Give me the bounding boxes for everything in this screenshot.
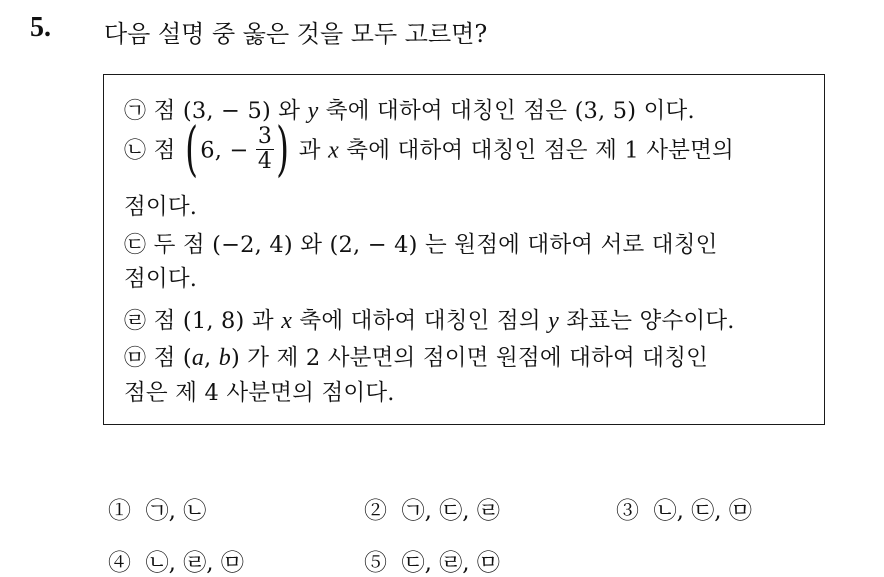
choice-5-number: ⑤ [364, 550, 387, 576]
statement-d [124, 303, 735, 335]
left-paren-large: ( [185, 114, 199, 184]
choice-3[interactable] [616, 492, 752, 525]
statement-b-var: x [328, 137, 339, 164]
choice-4-text: ㉡, ㉣, ㉤ [145, 550, 244, 576]
statement-b-pre: 점 [153, 137, 183, 164]
statement-b-coord: 6, − [200, 137, 249, 164]
choice-2[interactable] [364, 492, 500, 525]
statement-c-continued: 점이다. [124, 266, 198, 292]
choice-1[interactable] [108, 492, 206, 525]
choice-5-text: ㉢, ㉣, ㉤ [401, 550, 500, 576]
statement-d-var2: y [548, 308, 560, 334]
statement-b-mid: 과 [291, 137, 329, 164]
statement-c [124, 227, 718, 259]
fraction-numerator: 3 [257, 124, 273, 149]
choice-4-number: ④ [108, 550, 131, 576]
fraction-denominator: 4 [257, 149, 273, 174]
statement-e [124, 340, 708, 372]
statement-e-var-a: a [191, 345, 205, 371]
statement-a-mark: ㉠ [124, 99, 147, 124]
statement-d-post: 좌표는 양수이다. [559, 308, 735, 334]
choice-3-text: ㉡, ㉢, ㉤ [653, 498, 752, 524]
question-text: 다음 설명 중 옳은 것을 모두 고르면? [104, 20, 488, 48]
statement-c-text: 두 점 (−2, 4) 와 (2, − 4) 는 원점에 대하여 서로 대칭인 [153, 232, 718, 258]
statement-b-post: 축에 대하여 대칭인 점은 제 1 사분면의 [338, 137, 734, 164]
choice-2-text: ㉠, ㉢, ㉣ [401, 498, 500, 524]
statement-e-continued: 점은 제 4 사분면의 점이다. [124, 380, 395, 406]
statement-e-var-b: b [218, 345, 231, 371]
choice-2-number: ② [364, 498, 387, 524]
statement-a-var: y [307, 98, 319, 124]
statement-a [124, 93, 695, 125]
choice-5[interactable] [364, 544, 500, 577]
fraction [256, 125, 274, 174]
question-number: 5. [30, 12, 51, 43]
statements-box [103, 74, 825, 425]
choice-1-number: ① [108, 498, 131, 524]
statement-c-mark: ㉢ [124, 233, 147, 258]
statement-d-mid: 축에 대하여 대칭인 점의 [292, 308, 549, 334]
choice-4[interactable] [108, 544, 244, 577]
statement-a-pre: 점 (3, − 5) 와 [153, 98, 308, 124]
right-paren-large: ) [276, 114, 290, 184]
statement-d-pre: 점 (1, 8) 과 [153, 308, 282, 334]
statement-e-mark: ㉤ [124, 346, 147, 371]
statement-b [124, 114, 734, 184]
statement-e-sep: , [204, 345, 219, 371]
statement-d-mark: ㉣ [124, 309, 147, 334]
statement-b-mark: ㉡ [124, 138, 147, 164]
choice-1-text: ㉠, ㉡ [145, 498, 207, 524]
statement-b-continued: 점이다. [124, 194, 198, 220]
statement-d-var: x [281, 308, 293, 334]
statement-e-pre: 점 ( [153, 345, 192, 371]
choice-3-number: ③ [616, 498, 639, 524]
statement-a-post: 축에 대하여 대칭인 점은 (3, 5) 이다. [318, 98, 695, 124]
statement-e-post: ) 가 제 2 사분면의 점이면 원점에 대하여 대칭인 [230, 345, 709, 371]
